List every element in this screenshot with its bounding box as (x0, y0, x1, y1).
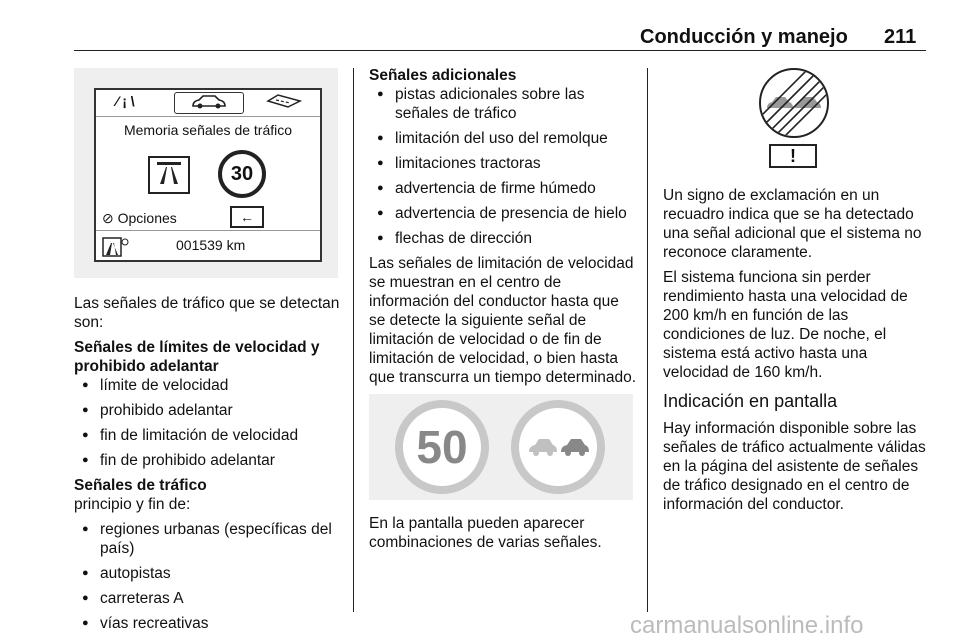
list-item: ● autopistas (74, 564, 344, 583)
header-rule (74, 50, 926, 51)
direction-arrow-sign: ← (230, 206, 264, 228)
two-cars-icon (519, 408, 597, 486)
speed-limit-sign: 30 (218, 150, 266, 198)
section1-title: Señales de límites de velocidad y prohibido adelantar (74, 339, 320, 375)
column-3 (663, 186, 929, 520)
list-item: ● regiones urbanas (específicas del país) (74, 520, 344, 558)
road-icon (266, 93, 302, 112)
figure-display-screen (74, 68, 338, 278)
page-number: 211 (884, 26, 917, 48)
car-tab-icon (174, 92, 244, 114)
odometer-value: 001539 km (176, 237, 246, 253)
section1-list (74, 376, 344, 470)
screen-footer (96, 230, 320, 261)
list-item: ● límite de velocidad (74, 376, 344, 395)
page-header-title: Conducción y manejo (640, 26, 848, 48)
screen-title: Memoria señales de tráfico (123, 122, 293, 138)
screen-frame (94, 88, 322, 262)
list-item: ● pistas adicionales sobre las señales de tráfico (369, 85, 637, 123)
end-no-overtaking-sign (759, 68, 829, 138)
intro-text: Las señales de tráfico que se detectan son: (74, 295, 340, 331)
section2-title: Señales de tráfico (74, 477, 207, 494)
speed-50-sign: 50 (395, 400, 489, 494)
system-operation-paragraph: El sistema funciona sin perder rendimiento hasta una velocidad de 200 km/h en función de las condiciones de luz. De noche, el sistema está activo hasta una velocidad de 160 km/h. (663, 269, 908, 381)
list-item: ● advertencia de firme húmedo (369, 179, 637, 198)
lane-icon: ⁄ ¡ \ (116, 93, 135, 109)
options-label: Opciones (117, 210, 177, 226)
watermark: carmanualsonline.info (630, 612, 864, 639)
figure-end-sign (663, 68, 925, 174)
list-item: ● carreteras A (74, 589, 344, 608)
additional-list (369, 85, 637, 248)
no-overtaking-sign (511, 400, 605, 494)
motorway-icon (154, 158, 184, 186)
display-paragraph: Hay información disponible sobre las señales de tráfico actualmente válidas en la página del asistente de señales de tráfico designado en el centro de información del conductor. (663, 420, 926, 513)
list-item: ● fin de prohibido adelantar (74, 451, 344, 470)
exclamation-box: ! (769, 144, 817, 168)
list-item: ● advertencia de presencia de hielo (369, 204, 637, 223)
list-item: ● fin de limitación de velocidad (74, 426, 344, 445)
list-item: ● prohibido adelantar (74, 401, 344, 420)
motorway-mini-icon (102, 237, 130, 262)
section-title-additional: Señales adicionales (369, 67, 517, 84)
speed-limit-paragraph: Las señales de limitación de velocidad se muestran en el centro de información del conductor hasta que se detecte la siguiente señal de limitación de velocidad o de fin de limitación de velocidad, o bien hasta que transcurra un tiempo determinado. (369, 255, 637, 386)
column-2 (369, 66, 637, 393)
column-1 (74, 294, 344, 639)
figure-speed-signs (369, 394, 633, 500)
column-divider-1 (353, 68, 354, 612)
exclamation-paragraph: Un signo de exclamación en un recuadro indica que se ha detectado una señal adicional que el sistema no reconoce claramente. (663, 187, 922, 261)
list-item: ● limitación del uso del remolque (369, 129, 637, 148)
options-row (102, 210, 177, 227)
screen-tab-row (96, 90, 320, 117)
section2-list (74, 520, 344, 633)
list-item: ● flechas de dirección (369, 229, 637, 248)
list-item: ● limitaciones tractoras (369, 154, 637, 173)
car-icon (189, 93, 229, 111)
check-icon: ⊘ (102, 210, 114, 226)
motorway-sign (148, 156, 190, 194)
display-heading: Indicación en pantalla (663, 391, 838, 411)
column-divider-2 (647, 68, 648, 612)
section2-sub: principio y fin de: (74, 496, 191, 513)
list-item: ● vías recreativas (74, 614, 344, 633)
end-restriction-icon (761, 70, 827, 136)
combination-paragraph: En la pantalla pueden aparecer combinaciones de varias señales. (369, 515, 602, 551)
